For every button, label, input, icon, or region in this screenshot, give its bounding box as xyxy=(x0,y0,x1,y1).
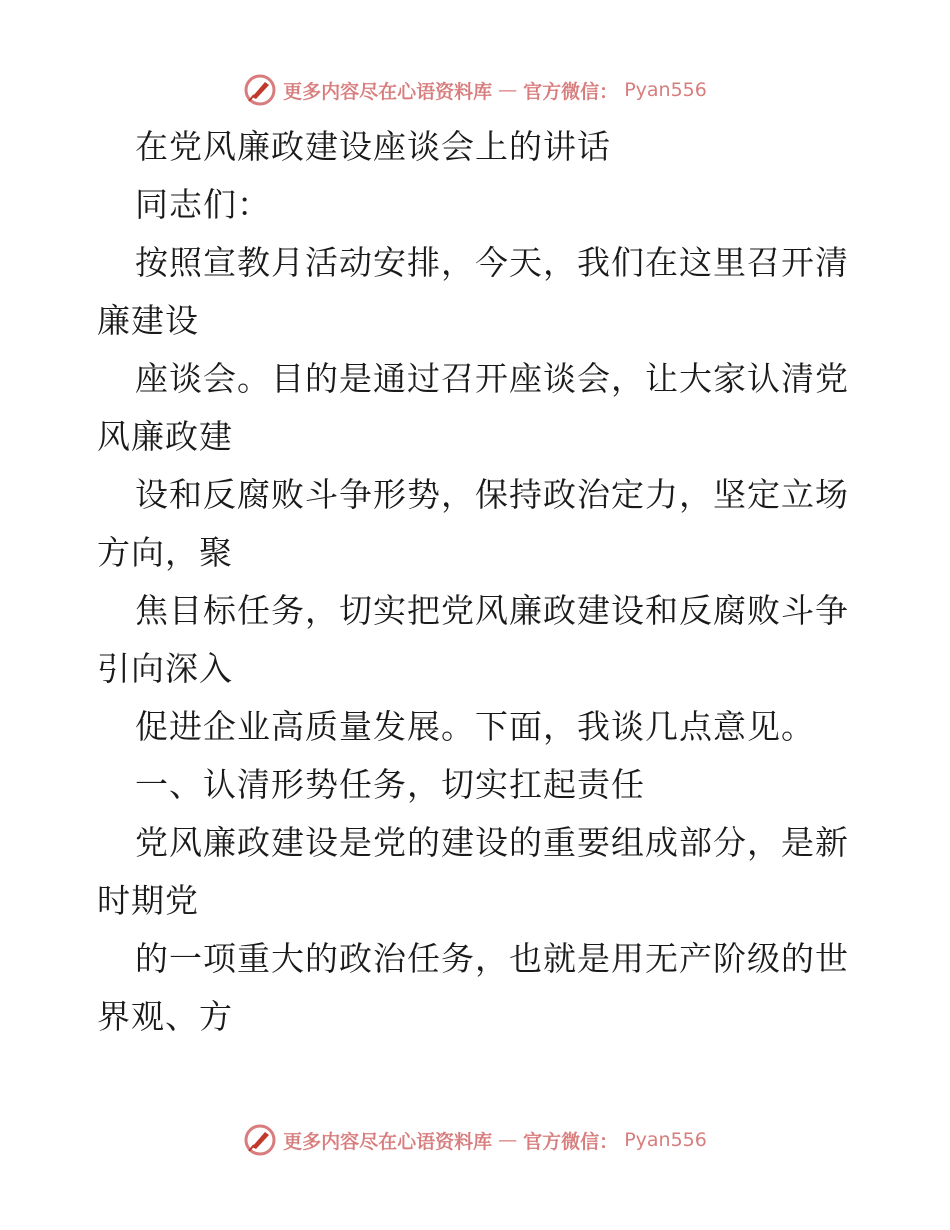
brand-text: 更多内容尽在心语资料库 xyxy=(283,80,493,103)
banner-separator: — xyxy=(498,1129,518,1151)
text-line: 时期党 xyxy=(97,881,199,920)
text-line: 一、认清形势任务，切实扛起责任 xyxy=(135,765,645,804)
wechat-id: Pyan556 xyxy=(624,1129,707,1151)
wechat-id: Pyan556 xyxy=(624,79,707,101)
wechat-label: 官方微信： xyxy=(523,80,619,103)
brand-text: 更多内容尽在心语资料库 xyxy=(283,1130,493,1153)
text-line: 党风廉政建设是党的建设的重要组成部分，是新 xyxy=(135,823,849,862)
text-line: 焦目标任务，切实把党风廉政建设和反腐败斗争 xyxy=(135,591,849,630)
document-body xyxy=(97,118,857,1046)
text-line: 方向，聚 xyxy=(97,533,233,572)
text-line: 廉建设 xyxy=(97,301,199,340)
banner-separator: — xyxy=(498,79,518,101)
text-line: 风廉政建 xyxy=(97,417,233,456)
text-line: 按照宣教月活动安排，今天，我们在这里召开清 xyxy=(135,243,849,282)
header-watermark-banner xyxy=(0,70,950,110)
footer-watermark-banner xyxy=(0,1120,950,1160)
wechat-label: 官方微信： xyxy=(523,1130,619,1153)
text-line: 座谈会。目的是通过召开座谈会，让大家认清党 xyxy=(135,359,849,398)
text-line: 同志们： xyxy=(135,185,271,224)
text-line: 引向深入 xyxy=(97,649,233,688)
document-title: 在党风廉政建设座谈会上的讲话 xyxy=(135,127,611,166)
text-line: 界观、方 xyxy=(97,997,233,1036)
text-line: 的一项重大的政治任务，也就是用无产阶级的世 xyxy=(135,939,849,978)
text-line: 设和反腐败斗争形势，保持政治定力，坚定立场 xyxy=(135,475,849,514)
text-line: 促进企业高质量发展。下面，我谈几点意见。 xyxy=(135,707,815,746)
quill-pen-logo-icon xyxy=(243,1123,277,1157)
quill-pen-logo-icon xyxy=(243,73,277,107)
